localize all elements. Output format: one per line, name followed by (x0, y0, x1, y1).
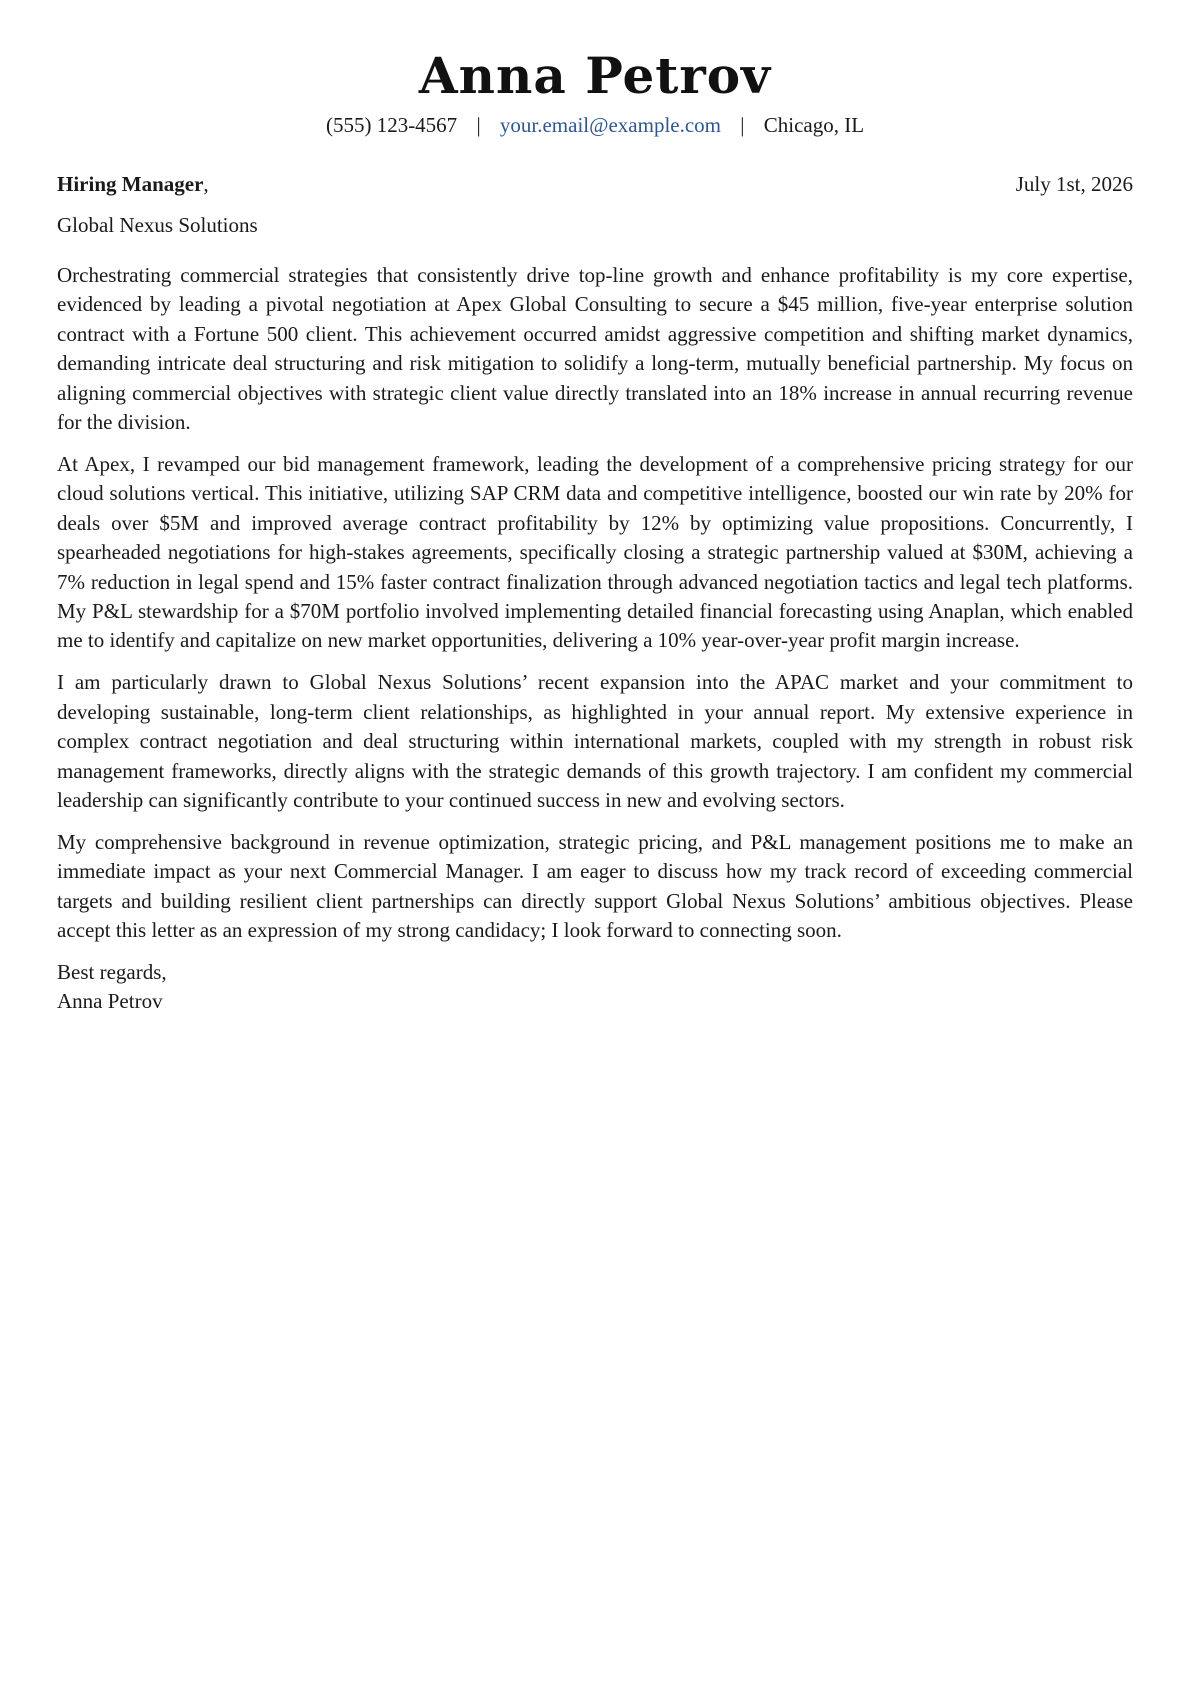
contact-separator: | (740, 113, 745, 137)
recipient-name: Hiring Manager (57, 172, 204, 196)
location: Chicago, IL (763, 113, 865, 137)
body-paragraph: My comprehensive background in revenue optimization, strategic pricing, and P&L management positions me to make an immediate impact as your next Commercial Manager. I am eager to discuss how my track record of exceeding commercial targets and building resilient client partnerships can directly support Global Nexus Solutions’ ambitious objectives. Please accept this letter as an expression of my strong candidacy; I look forward to connecting soon. (57, 829, 1133, 943)
signature-name: Anna Petrov (57, 989, 163, 1014)
phone-number: (555) 123-4567 (325, 113, 458, 137)
contact-line (57, 110, 1133, 140)
recipient-company: Global Nexus Solutions (57, 213, 258, 237)
body-paragraph: At Apex, I revamped our bid management framework, leading the development of a comprehensive pricing strategy for our cloud solutions vertical. This initiative, utilizing SAP CRM data and competitive intelligence, boosted our win rate by 20% for deals over $5M and improved average contract profitability by 12% by optimizing value propositions. Concurrently, I spearheaded negotiations for high-stakes agreements, specifically closing a strategic partnership valued at $30M, achieving a 7% reduction in legal spend and 15% faster contract finalization through advanced negotiation tactics and legal tech platforms. My P&L stewardship for a $70M portfolio involved implementing detailed financial forecasting using Anaplan, which enabled me to identify and capitalize on new market opportunities, delivering a 10% year-over-year profit margin increase. (57, 451, 1133, 653)
valediction: Best regards, (57, 959, 167, 984)
recipient-row (57, 169, 1133, 199)
salutation (57, 169, 209, 199)
applicant-name: Anna Petrov (418, 46, 772, 105)
letter-body (57, 261, 1133, 945)
cover-letter-page (57, 0, 1133, 1017)
closing-block (57, 958, 1133, 1017)
email-link[interactable]: your.email@example.com (499, 113, 722, 137)
body-paragraph: I am particularly drawn to Global Nexus Solutions’ recent expansion into the APAC market and your commitment to developing sustainable, long-term client relationships, as highlighted in your annual report. My extensive experience in complex contract negotiation and deal structuring within international markets, coupled with my strength in robust risk management frameworks, directly aligns with the strategic demands of this growth trajectory. I am confident my commercial leadership can significantly contribute to your continued success in new and evolving sectors. (57, 670, 1133, 812)
letter-date: July 1st, 2026 (1015, 172, 1133, 196)
salutation-punctuation: , (203, 172, 209, 196)
contact-separator: | (476, 113, 481, 137)
body-paragraph: Orchestrating commercial strategies that consistently drive top-line growth and enhance profitability is my core expertise, evidenced by leading a pivotal negotiation at Apex Global Consulting to secure a $45 million, five-year enterprise solution contract with a Fortune 500 client. This achievement occurred amidst aggressive competition and shifting market dynamics, demanding intricate deal structuring and risk mitigation to solidify a long-term, mutually beneficial partnership. My focus on aligning commercial objectives with strategic client value directly translated into an 18% increase in annual recurring revenue for the division. (57, 263, 1133, 435)
